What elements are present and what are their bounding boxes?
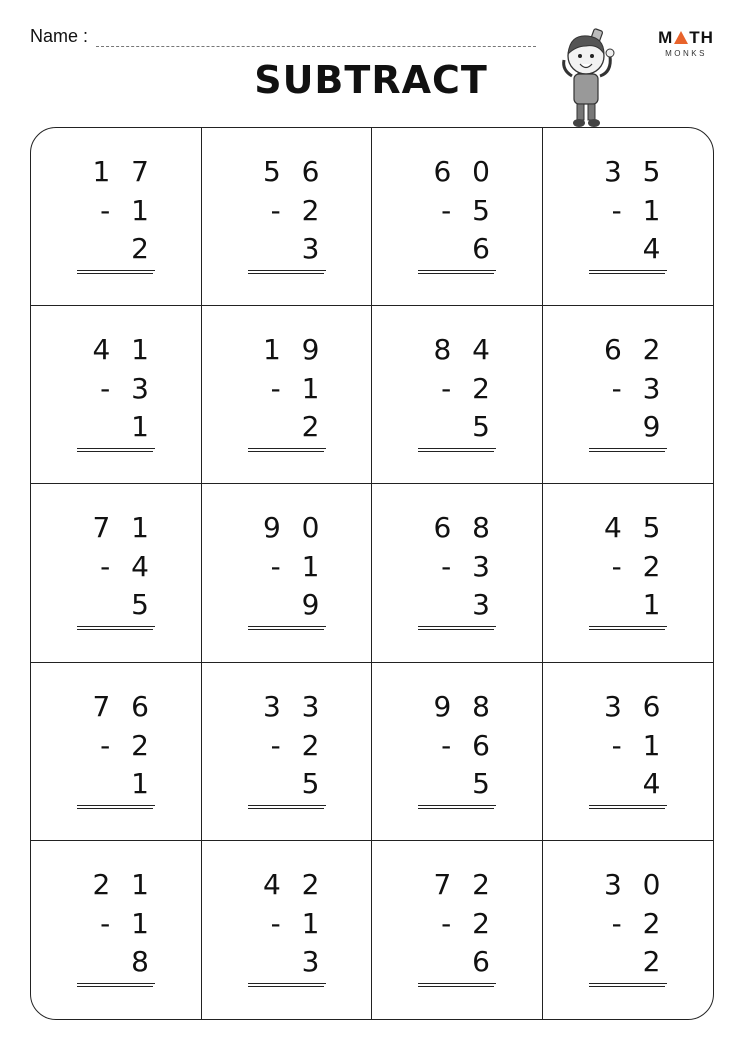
answer-line[interactable] — [589, 986, 665, 987]
problem-cell — [202, 663, 373, 841]
problem-cell — [372, 841, 543, 1019]
subtrahend: - 1 3 — [248, 905, 326, 984]
subtraction-problem — [418, 152, 496, 271]
minuend: 7 6 — [92, 689, 155, 723]
logo-subtitle: MONKS — [665, 49, 707, 58]
problem-cell — [372, 663, 543, 841]
subtraction-problem — [589, 330, 667, 449]
answer-line[interactable] — [77, 273, 153, 274]
subtrahend: - 1 2 — [77, 192, 155, 271]
minuend: 3 6 — [603, 689, 667, 723]
problem-cell — [202, 484, 373, 662]
subtrahend: - 2 5 — [248, 727, 326, 806]
minuend: 3 5 — [603, 155, 667, 188]
answer-line[interactable] — [418, 273, 494, 274]
answer-line[interactable] — [418, 451, 494, 452]
minuend: 9 0 — [262, 511, 326, 545]
answer-line[interactable] — [589, 273, 665, 274]
subtraction-problem — [77, 330, 155, 449]
problem-cell — [543, 663, 714, 841]
problem-cell — [372, 128, 543, 306]
subtraction-problem — [248, 330, 326, 449]
problem-cell — [372, 484, 543, 662]
answer-line[interactable] — [418, 629, 494, 630]
problem-cell — [31, 306, 202, 484]
subtraction-problem — [248, 152, 326, 271]
answer-line[interactable] — [248, 986, 324, 987]
subtraction-problem — [589, 687, 667, 806]
page-title: SUBTRACT — [254, 58, 488, 102]
name-field[interactable] — [96, 29, 536, 47]
subtraction-problem — [589, 152, 667, 271]
problem-cell — [31, 128, 202, 306]
subtrahend: - 6 5 — [418, 727, 496, 806]
minuend: 1 7 — [92, 155, 155, 188]
subtrahend: - 2 1 — [589, 548, 667, 627]
minuend: 6 0 — [433, 155, 496, 188]
answer-line[interactable] — [589, 629, 665, 630]
subtrahend: - 3 9 — [589, 370, 667, 449]
subtrahend: - 1 8 — [77, 905, 155, 984]
subtrahend: - 1 2 — [248, 370, 326, 449]
subtraction-problem — [418, 330, 496, 449]
minuend: 7 1 — [92, 511, 155, 545]
answer-line[interactable] — [248, 808, 324, 809]
subtraction-problem — [248, 687, 326, 806]
triangle-icon — [674, 31, 688, 44]
subtraction-problem — [248, 508, 326, 627]
subtrahend: - 3 3 — [418, 548, 496, 627]
minuend: 9 8 — [433, 689, 496, 723]
subtraction-problem — [418, 508, 496, 627]
subtrahend: - 2 3 — [248, 192, 326, 271]
problem-cell — [372, 306, 543, 484]
minuend: 8 4 — [433, 333, 496, 367]
subtrahend: - 5 6 — [418, 192, 496, 271]
subtraction-problem — [589, 508, 667, 627]
minuend: 4 2 — [262, 867, 326, 901]
math-monks-logo — [656, 28, 716, 58]
subtrahend: - 4 5 — [77, 548, 155, 627]
problem-grid — [30, 127, 714, 1020]
minuend: 7 2 — [433, 867, 496, 901]
subtrahend: - 2 1 — [77, 727, 155, 806]
subtrahend: - 2 6 — [418, 905, 496, 984]
logo-letter-m: M — [658, 28, 674, 47]
answer-line[interactable] — [77, 808, 153, 809]
answer-line[interactable] — [248, 273, 324, 274]
problem-cell — [202, 128, 373, 306]
minuend: 4 1 — [92, 333, 155, 367]
subtrahend: - 1 9 — [248, 548, 326, 627]
answer-line[interactable] — [589, 808, 665, 809]
answer-line[interactable] — [248, 629, 324, 630]
problem-cell — [543, 841, 714, 1019]
minuend: 6 8 — [433, 511, 496, 545]
subtraction-problem — [77, 152, 155, 271]
minuend: 2 1 — [92, 867, 155, 901]
subtraction-problem — [248, 865, 326, 984]
answer-line[interactable] — [77, 986, 153, 987]
subtraction-problem — [589, 865, 667, 984]
answer-line[interactable] — [418, 808, 494, 809]
problem-cell — [31, 484, 202, 662]
minuend: 3 3 — [262, 689, 326, 723]
answer-line[interactable] — [589, 451, 665, 452]
problem-cell — [543, 128, 714, 306]
answer-line[interactable] — [77, 451, 153, 452]
problem-cell — [202, 306, 373, 484]
boy-mascot-icon — [554, 26, 618, 130]
answer-line[interactable] — [248, 451, 324, 452]
minuend: 6 2 — [603, 333, 667, 367]
minuend: 5 6 — [262, 155, 326, 188]
subtraction-problem — [77, 687, 155, 806]
problem-cell — [543, 306, 714, 484]
name-label: Name : — [30, 26, 89, 46]
subtraction-problem — [77, 508, 155, 627]
problem-cell — [202, 841, 373, 1019]
subtrahend: - 1 4 — [589, 727, 667, 806]
minuend: 3 0 — [603, 867, 667, 901]
logo-letters-th: TH — [689, 28, 714, 47]
minuend: 4 5 — [603, 511, 667, 545]
subtrahend: - 2 5 — [418, 370, 496, 449]
subtraction-problem — [77, 865, 155, 984]
problem-cell — [543, 484, 714, 662]
subtraction-problem — [418, 865, 496, 984]
subtrahend: - 3 1 — [77, 370, 155, 449]
answer-line[interactable] — [418, 986, 494, 987]
problem-cell — [31, 841, 202, 1019]
subtraction-problem — [418, 687, 496, 806]
minuend: 1 9 — [262, 333, 326, 367]
answer-line[interactable] — [77, 629, 153, 630]
subtrahend: - 2 2 — [589, 905, 667, 984]
problem-cell — [31, 663, 202, 841]
name-row — [30, 26, 536, 47]
subtrahend: - 1 4 — [589, 192, 667, 271]
